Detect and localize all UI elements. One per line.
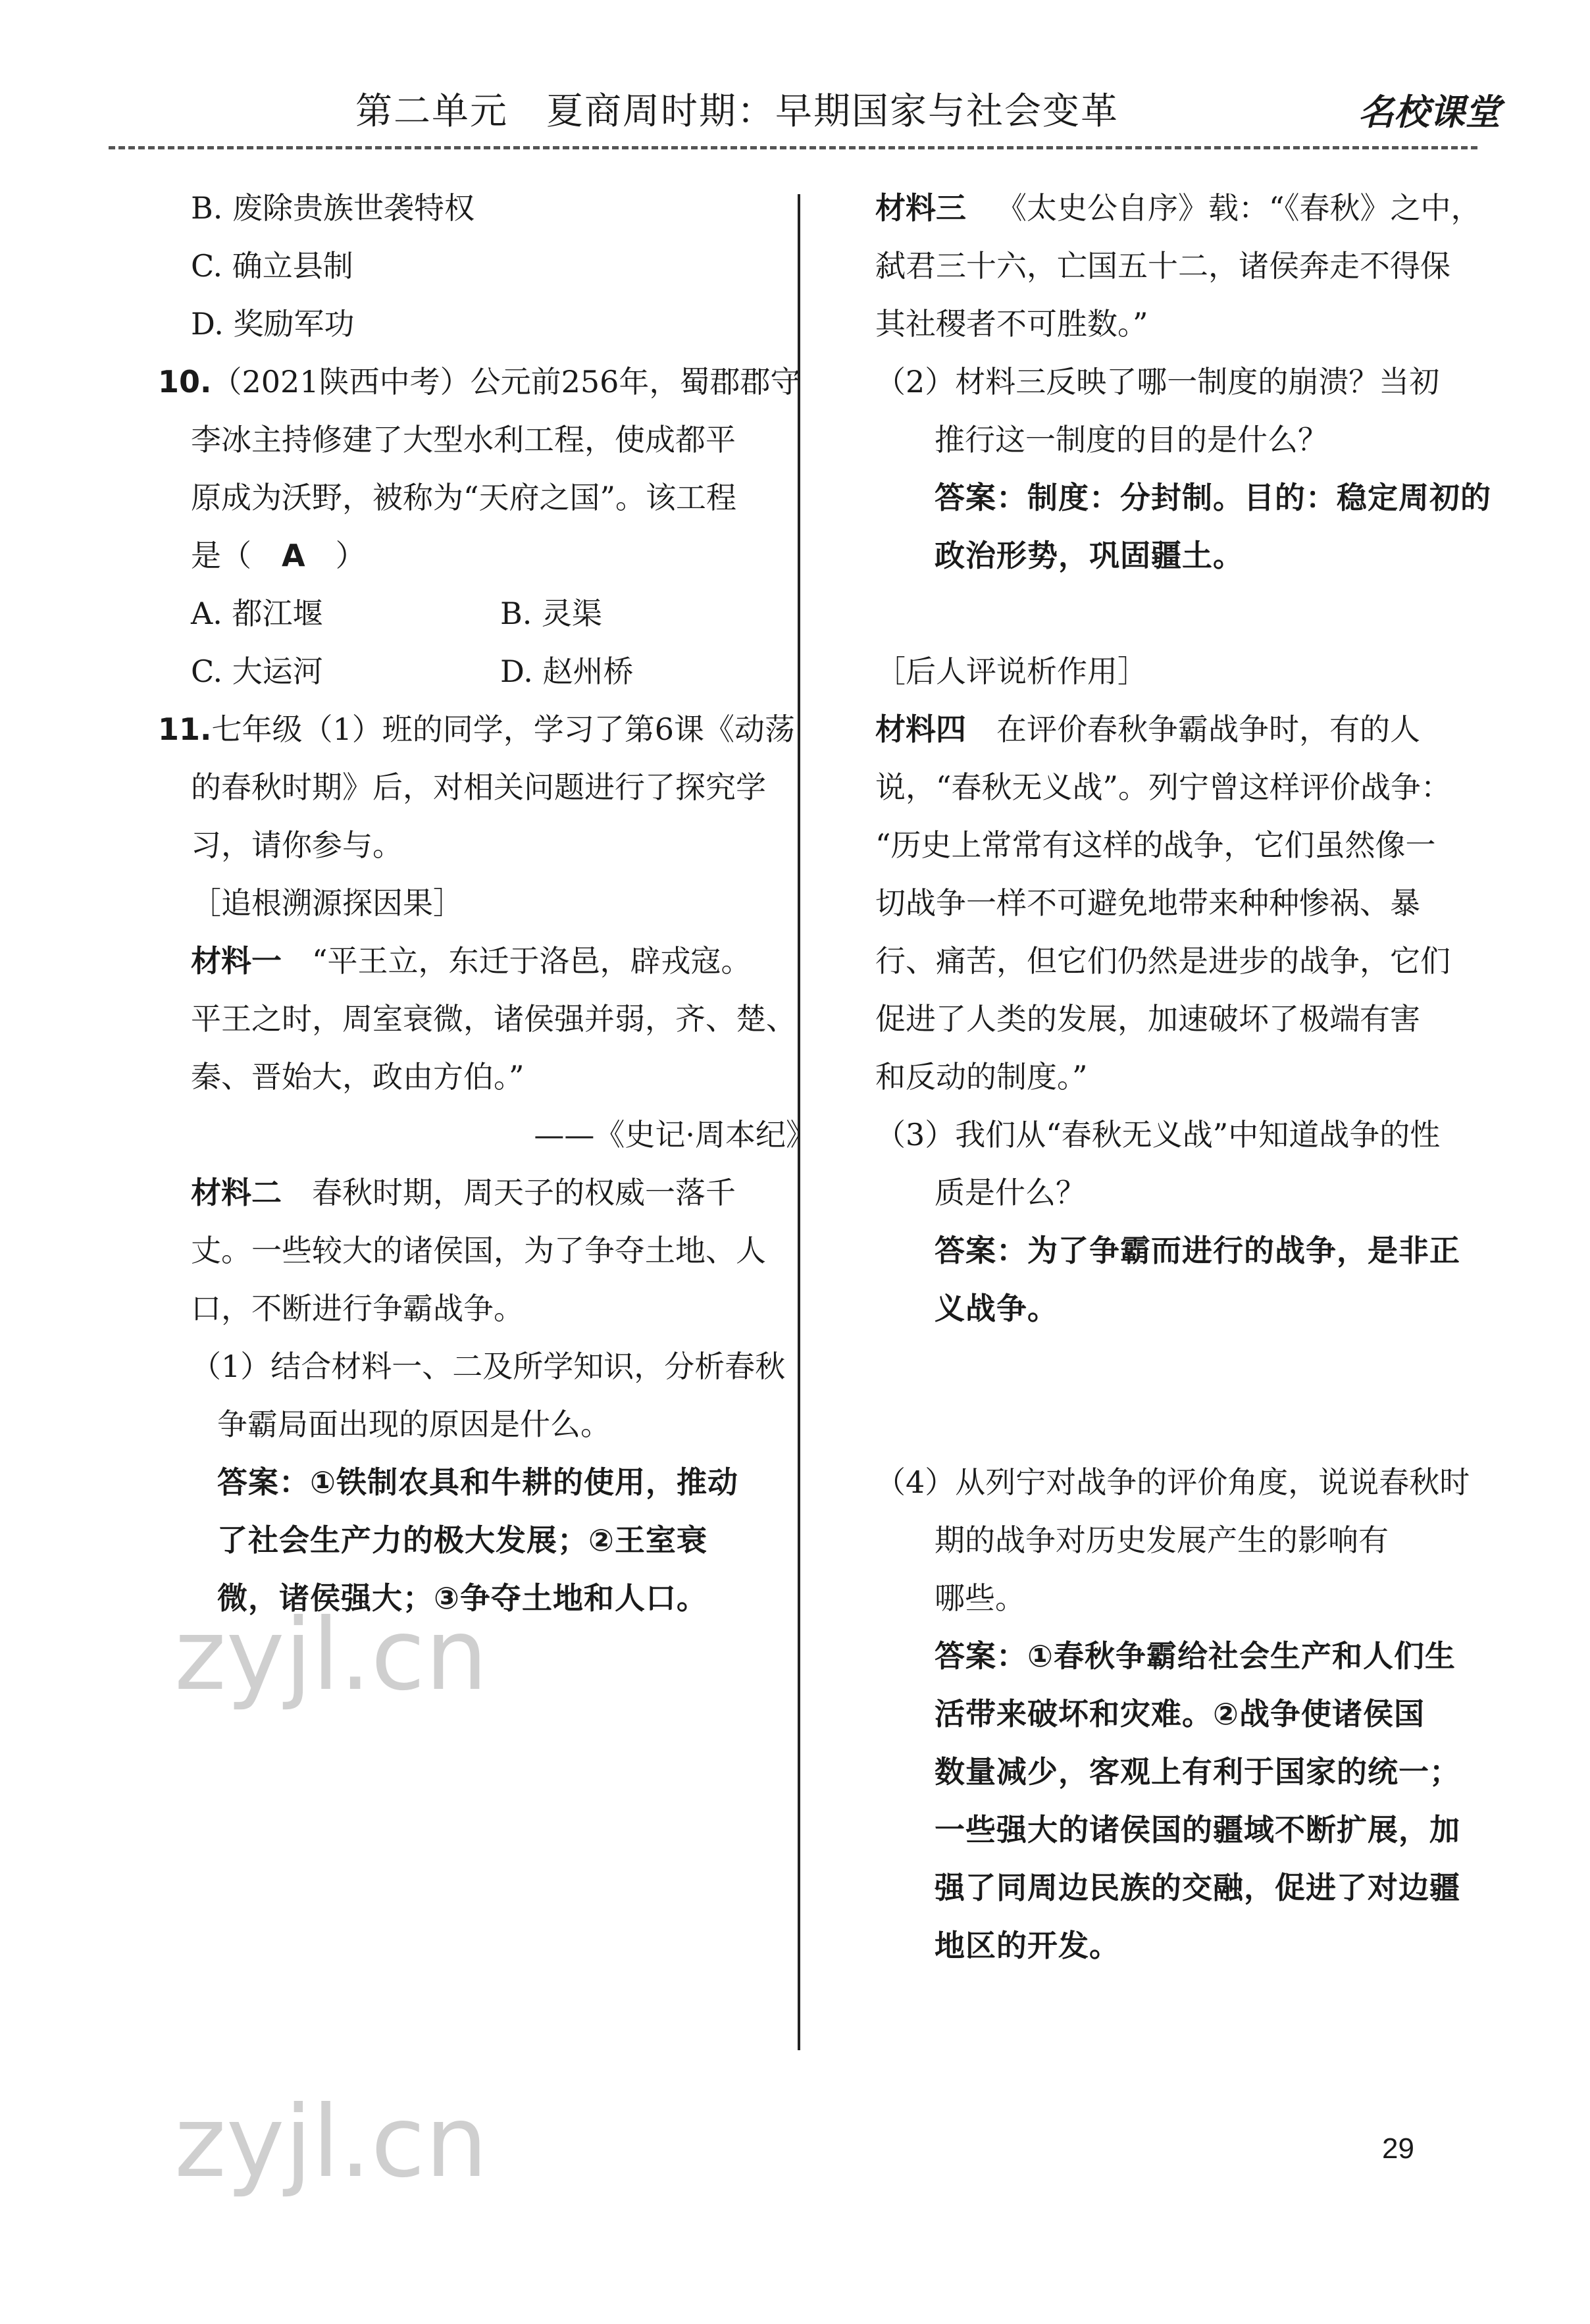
- material-3-line-1: 材料三 《太史公自序》载：“《春秋》之中，: [875, 190, 1481, 226]
- sub-question-1-line-1: （1）结合材料一、二及所学知识，分析春秋: [191, 1349, 786, 1384]
- q11-number: 11.: [158, 711, 212, 747]
- left-column: [158, 179, 816, 1627]
- material-4-line-2: 说，“春秋无义战”。列宁曾这样评价战争：: [875, 769, 1452, 805]
- material-4-line-5: 行、痛苦，但它们仍然是进步的战争，它们: [875, 943, 1450, 979]
- q10-number: 10.: [158, 364, 212, 400]
- material-4-line-6: 促进了人类的发展，加速破坏了极端有害: [875, 1001, 1420, 1037]
- q10-line-3: 原成为沃野，被称为“天府之国”。该工程: [191, 480, 737, 515]
- sub-question-3-answer-2: 义战争。: [935, 1291, 1058, 1326]
- material-4-line-3: “历史上常常有这样的战争，它们虽然像一: [875, 827, 1436, 863]
- sub-question-4-answer-3: 数量减少，客观上有利于国家的统一；: [935, 1754, 1460, 1790]
- material-1-line-3: 秦、晋始大，政由方伯。”: [191, 1059, 525, 1095]
- q10-option-b: B. 灵渠: [500, 596, 603, 631]
- material-2-line-3: 口，不断进行争霸战争。: [191, 1291, 524, 1326]
- material-2-line-1: 材料二 春秋时期，周天子的权威一落千: [191, 1175, 736, 1210]
- q10-answer: A: [282, 538, 305, 573]
- q10-line-2: 李冰主持修建了大型水利工程，使成都平: [191, 422, 736, 457]
- brand-logo: 名校课堂: [1358, 91, 1500, 133]
- material-4-line-4: 切战争一样不可避免地带来种种惨祸、暴: [875, 885, 1420, 921]
- sub-question-4-answer-2: 活带来破坏和灾难。②战争使诸侯国: [935, 1696, 1425, 1732]
- material-1-line-1: 材料一 “平王立，东迁于洛邑，辟戎寇。: [191, 943, 752, 979]
- sub-question-4-answer-1: 答案：①春秋争霸给社会生产和人们生: [935, 1638, 1456, 1674]
- material-3-line-3: 其社稷者不可胜数。”: [875, 306, 1148, 342]
- watermark-1: zyjl.cn: [174, 1598, 488, 1713]
- q10-option-a: A. 都江堰: [191, 596, 323, 631]
- q10-options-row-2: [158, 642, 816, 700]
- sub-question-3-line-2: 质是什么？: [935, 1175, 1086, 1210]
- sub-question-4-line-1: （4）从列宁对战争的评价角度，说说春秋时: [875, 1464, 1470, 1500]
- sub-question-4-line-2: 期的战争对历史发展产生的影响有: [935, 1522, 1389, 1558]
- q10-options-row-1: [158, 584, 816, 642]
- sub-question-4-answer-6: 地区的开发。: [935, 1928, 1120, 1963]
- sub-question-1-answer-1: 答案：①铁制农具和牛耕的使用，推动: [217, 1464, 738, 1500]
- material-2-line-2: 丈。一些较大的诸侯国，为了争夺土地、人: [191, 1233, 766, 1268]
- sub-question-1-line-2: 争霸局面出现的原因是什么。: [217, 1407, 611, 1442]
- material-1-source: ——《史记·周本纪》: [534, 1117, 816, 1152]
- sub-question-4-answer-5: 强了同周边民族的交融，促进了对边疆: [935, 1870, 1460, 1905]
- q10-line-4: 是（ A ）: [191, 538, 366, 573]
- sub-question-2-answer-1: 答案：制度：分封制。目的：稳定周初的: [935, 480, 1491, 515]
- q10-option-d: D. 赵州桥: [500, 654, 634, 689]
- material-4-line-1: 材料四 在评价春秋争霸战争时，有的人: [875, 711, 1420, 747]
- q10-option-c: C. 大运河: [191, 654, 323, 689]
- sub-question-2-answer-2: 政治形势，巩固疆土。: [935, 538, 1244, 573]
- q9-option-b: B. 废除贵族世袭特权: [191, 190, 475, 226]
- material-3-line-2: 弑君三十六，亡国五十二，诸侯奔走不得保: [875, 248, 1450, 284]
- sub-question-3-answer-1: 答案：为了争霸而进行的战争，是非正: [935, 1233, 1460, 1268]
- material-1-line-2: 平王之时，周室衰微，诸侯强并弱，齐、楚、: [191, 1001, 796, 1037]
- material-4-line-7: 和反动的制度。”: [875, 1059, 1088, 1095]
- header-dashed-rule: [109, 146, 1477, 149]
- material-3-label: 材料三: [875, 190, 966, 226]
- q11-line-3: 习，请你参与。: [191, 827, 403, 863]
- sub-question-2-line-1: （2）材料三反映了哪一制度的崩溃？当初: [875, 364, 1440, 400]
- material-2-label: 材料二: [191, 1175, 282, 1210]
- sub-question-1-answer-2: 了社会生产力的极大发展；②王室衰: [217, 1522, 707, 1558]
- sub-question-4-answer-4: 一些强大的诸侯国的疆域不断扩展，加: [935, 1812, 1460, 1847]
- right-column: [875, 179, 1507, 1975]
- section-heading-evaluation: ［后人评说析作用］: [875, 654, 1148, 689]
- q9-option-d: D. 奖励军功: [191, 306, 355, 342]
- q9-option-c: C. 确立县制: [191, 248, 353, 284]
- material-4-label: 材料四: [875, 711, 966, 747]
- sub-question-4-line-3: 哪些。: [935, 1580, 1025, 1616]
- unit-title: 第二单元 夏商周时期：早期国家与社会变革: [355, 90, 1119, 133]
- sub-question-3-line-1: （3）我们从“春秋无义战”中知道战争的性: [875, 1117, 1441, 1152]
- q10-line-1: 10.（2021陕西中考）公元前256年，蜀郡郡守: [158, 364, 801, 400]
- section-heading-causes: ［追根溯源探因果］: [191, 885, 463, 921]
- sub-question-2-line-2: 推行这一制度的目的是什么？: [935, 422, 1328, 457]
- material-1-label: 材料一: [191, 943, 282, 979]
- q11-line-2: 的春秋时期》后，对相关问题进行了探究学: [191, 769, 766, 805]
- sub-question-1-answer-3: 微，诸侯强大；③争夺土地和人口。: [217, 1580, 707, 1616]
- q11-line-1: 11.七年级（1）班的同学，学习了第6课《动荡: [158, 711, 796, 747]
- watermark-2: zyjl.cn: [174, 2085, 488, 2200]
- page-number: 29: [1382, 2132, 1414, 2165]
